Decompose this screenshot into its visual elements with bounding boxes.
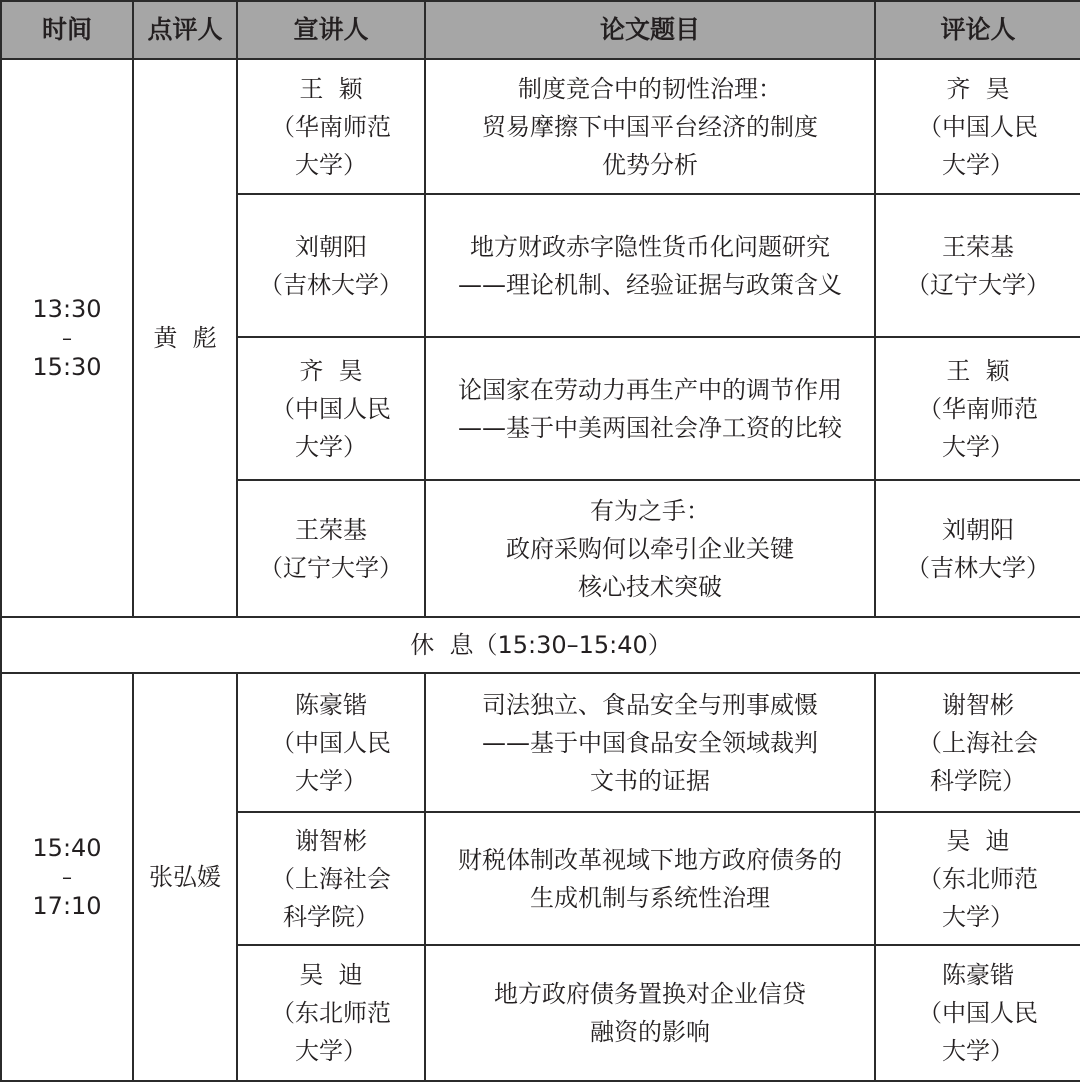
table-row	[1, 59, 1080, 194]
speaker-cell	[237, 673, 425, 812]
cell-text: 陈豪锴	[942, 961, 1014, 989]
title-cell	[425, 945, 875, 1081]
cell-text: （上海社会	[271, 864, 391, 893]
speaker-cell	[237, 337, 425, 480]
cell-text: 大学）	[942, 1037, 1014, 1065]
cell-text: 刘朝阳	[942, 515, 1014, 544]
title-cell	[425, 59, 875, 194]
cell-text: 15:40	[32, 834, 102, 862]
cell-text: （吉林大学）	[259, 270, 403, 299]
cell-text: 王荣基	[295, 515, 367, 544]
cell-text: ——理论机制、经验证据与政策含义	[458, 270, 842, 299]
cell-text: 财税体制改革视域下地方政府债务的	[458, 845, 842, 874]
discussant-cell	[875, 337, 1080, 480]
cell-text: 论国家在劳动力再生产中的调节作用	[458, 375, 842, 404]
cell-text: 大学）	[295, 1037, 367, 1065]
cell-text: 大学）	[295, 766, 367, 795]
discussant-cell	[875, 59, 1080, 194]
title-cell	[425, 812, 875, 945]
cell-text: 科学院）	[930, 766, 1026, 795]
cell-text: 吴 迪	[946, 826, 1010, 855]
title-cell	[425, 673, 875, 812]
cell-text: 政府采购何以牵引企业关键	[506, 534, 794, 563]
cell-text: 大学）	[942, 150, 1014, 179]
break-text: 休 息（15:30–15:40）	[1, 617, 1080, 673]
cell-text: 齐 昊	[299, 356, 363, 385]
speaker-cell	[237, 194, 425, 337]
cell-text: 吴 迪	[299, 961, 363, 989]
title-cell	[425, 194, 875, 337]
speaker-cell	[237, 812, 425, 945]
break-row	[1, 617, 1080, 673]
header-time: 时间	[1, 1, 133, 59]
cell-text: 齐 昊	[946, 74, 1010, 103]
cell-text: 王 颖	[946, 356, 1010, 385]
header-discussant: 评论人	[875, 1, 1080, 59]
cell-text: 黄 彪	[153, 324, 217, 352]
cell-text: 科学院）	[283, 902, 379, 931]
discussant-cell	[875, 194, 1080, 337]
cell-text: 大学）	[942, 432, 1014, 461]
cell-text: （辽宁大学）	[906, 270, 1050, 299]
title-cell	[425, 337, 875, 480]
cell-text: 核心技术突破	[578, 572, 722, 601]
cell-text: 大学）	[295, 432, 367, 461]
cell-text: 贸易摩擦下中国平台经济的制度	[482, 112, 818, 141]
cell-text: ——基于中国食品安全领域裁判	[482, 728, 818, 757]
title-cell	[425, 480, 875, 617]
cell-text: 谢智彬	[942, 690, 1014, 719]
table-row	[1, 673, 1080, 812]
cell-text: –	[62, 326, 72, 350]
cell-text: （中国人民	[918, 999, 1038, 1027]
discussant-cell	[875, 945, 1080, 1081]
cell-text: 地方政府债务置换对企业信贷	[494, 980, 806, 1008]
cell-text: 17:10	[32, 892, 102, 920]
cell-text: 优势分析	[602, 150, 698, 179]
cell-text: –	[62, 865, 72, 889]
session-reviewer	[133, 673, 237, 1081]
cell-text: 大学）	[942, 902, 1014, 931]
cell-text: 有为之手：	[590, 496, 710, 525]
cell-text: 生成机制与系统性治理	[530, 883, 770, 912]
cell-text: 张弘媛	[149, 863, 221, 891]
cell-text: （华南师范	[918, 394, 1038, 423]
cell-text: 大学）	[295, 150, 367, 179]
cell-text: （上海社会	[918, 728, 1038, 757]
header-speaker: 宣讲人	[237, 1, 425, 59]
cell-text: 13:30	[32, 295, 102, 323]
session-reviewer	[133, 59, 237, 617]
speaker-cell	[237, 945, 425, 1081]
cell-text: （东北师范	[918, 864, 1038, 893]
cell-text: （吉林大学）	[906, 553, 1050, 582]
cell-text: 刘朝阳	[295, 232, 367, 261]
cell-text: 15:30	[32, 353, 102, 381]
cell-text: （中国人民	[918, 112, 1038, 141]
cell-text: （辽宁大学）	[259, 553, 403, 582]
cell-text: （中国人民	[271, 394, 391, 423]
cell-text: 制度竞合中的韧性治理：	[518, 74, 782, 103]
header-row	[1, 1, 1080, 59]
cell-text: ——基于中美两国社会净工资的比较	[458, 413, 842, 442]
cell-text: 陈豪锴	[295, 690, 367, 719]
speaker-cell	[237, 59, 425, 194]
cell-text: 融资的影响	[590, 1018, 710, 1046]
session-time	[1, 673, 133, 1081]
header-title: 论文题目	[425, 1, 875, 59]
cell-text: 文书的证据	[590, 766, 710, 795]
cell-text: 地方财政赤字隐性货币化问题研究	[470, 232, 830, 261]
cell-text: （华南师范	[271, 112, 391, 141]
session-time	[1, 59, 133, 617]
discussant-cell	[875, 812, 1080, 945]
speaker-cell	[237, 480, 425, 617]
header-reviewer: 点评人	[133, 1, 237, 59]
cell-text: （东北师范	[271, 999, 391, 1027]
cell-text: （中国人民	[271, 728, 391, 757]
cell-text: 司法独立、食品安全与刑事威慑	[482, 690, 818, 719]
discussant-cell	[875, 480, 1080, 617]
cell-text: 谢智彬	[295, 826, 367, 855]
discussant-cell	[875, 673, 1080, 812]
cell-text: 王 颖	[299, 74, 363, 103]
cell-text: 王荣基	[942, 232, 1014, 261]
